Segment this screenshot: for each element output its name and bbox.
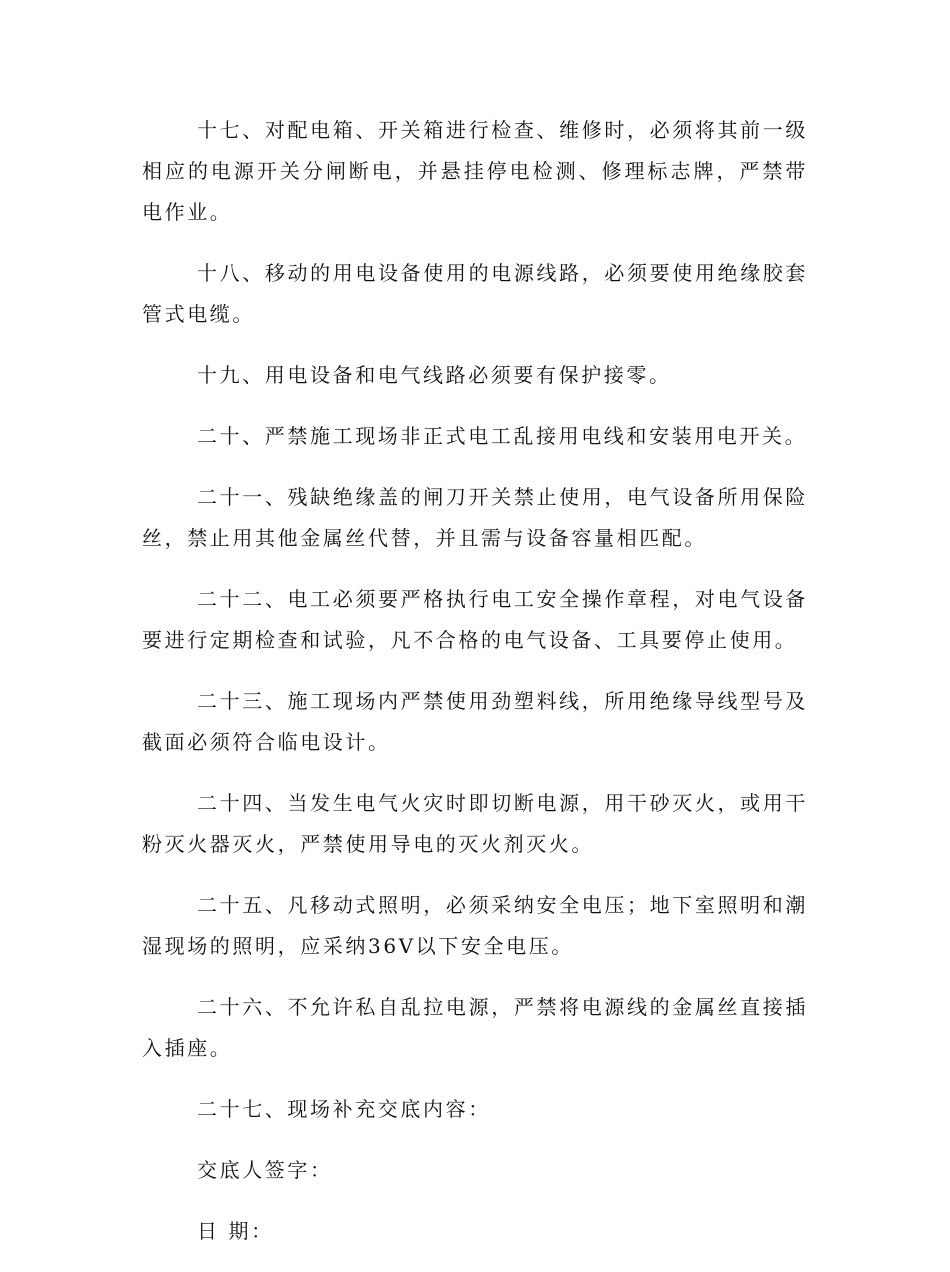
paragraph-25: 二十五、凡移动式照明，必须采纳安全电压；地下室照明和潮湿现场的照明，应采纳36V以下安全电压。 [142, 893, 808, 958]
document-body [142, 110, 808, 1272]
paragraph-22: 二十二、电工必须要严格执行电工安全操作章程，对电气设备要进行定期检查和试验，凡不合格的电气设备、工具要停止使用。 [142, 587, 808, 652]
paragraph-19: 十九、用电设备和电气线路必须要有保护接零。 [197, 363, 672, 387]
date-label: 日 期： [197, 1219, 274, 1243]
paragraph-26: 二十六、不允许私自乱拉电源，严禁将电源线的金属丝直接插入插座。 [142, 995, 808, 1060]
paragraph-27: 二十七、现场补充交底内容： [197, 1097, 491, 1121]
paragraph-23: 二十三、施工现场内严禁使用劲塑料线，所用绝缘导线型号及截面必须符合临电设计。 [142, 689, 808, 754]
paragraph-17: 十七、对配电箱、开关箱进行检查、维修时，必须将其前一级相应的电源开关分闸断电，并悬挂停电检测、修理标志牌，严禁带电作业。 [142, 118, 808, 224]
paragraph-20: 二十、严禁施工现场非正式电工乱接用电线和安装用电开关。 [197, 424, 808, 448]
paragraph-21: 二十一、残缺绝缘盖的闸刀开关禁止使用，电气设备所用保险丝，禁止用其他金属丝代替，并且需与设备容量相匹配。 [142, 485, 808, 550]
paragraph-18: 十八、移动的用电设备使用的电源线路，必须要使用绝缘胶套管式电缆。 [142, 261, 808, 326]
paragraph-24: 二十四、当发生电气火灾时即切断电源，用干砂灭火，或用干粉灭火器灭火，严禁使用导电的灭火剂灭火。 [142, 791, 808, 856]
signer-label: 交底人签字： [197, 1158, 333, 1182]
